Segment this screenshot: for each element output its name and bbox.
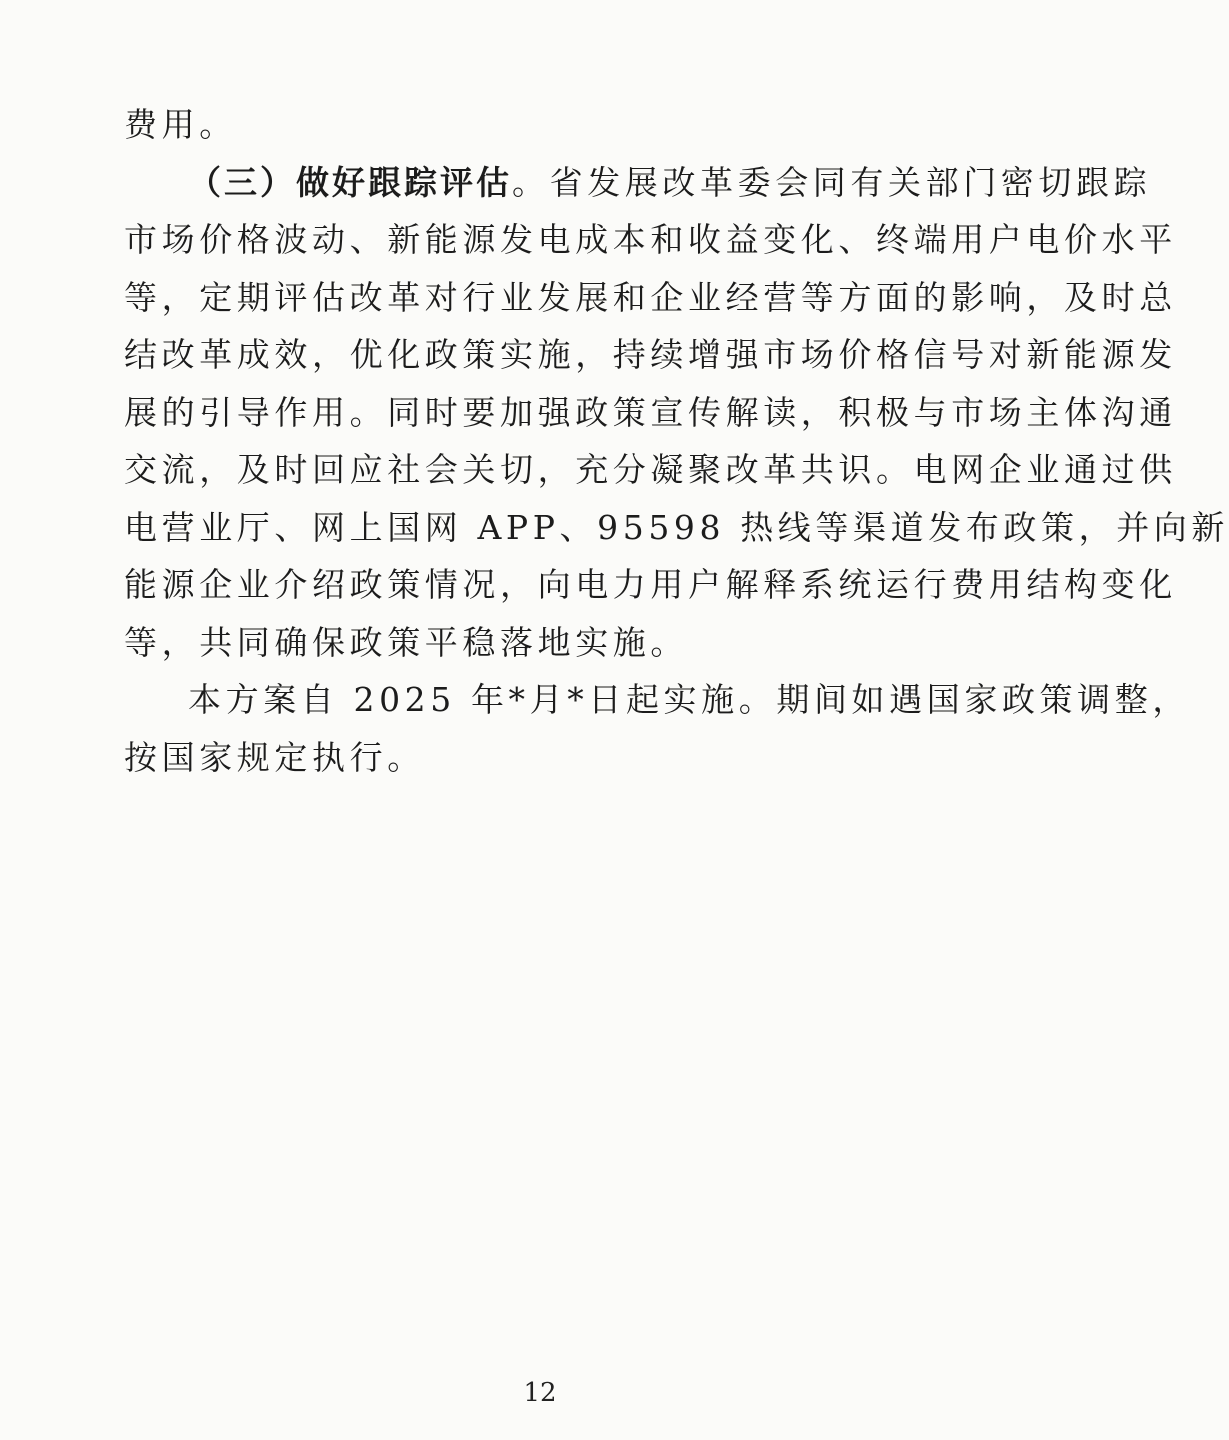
paragraph-continuation-line: 费用。 xyxy=(124,105,237,144)
paragraph-line: 交流，及时回应社会关切，充分凝聚改革共识。电网企业通过供 xyxy=(124,450,1177,489)
paragraph-line: 电营业厅、网上国网 APP、95598 热线等渠道发布政策，并向新 xyxy=(124,507,1229,547)
paragraph-line: 等，定期评估改革对行业发展和企业经营等方面的影响，及时总 xyxy=(124,277,1177,317)
implementation-paragraph-line: 按国家规定执行。 xyxy=(124,737,425,777)
paragraph-line: 市场价格波动、新能源发电成本和收益变化、终端用户电价水平 xyxy=(124,220,1177,259)
paragraph-line: 展的引导作用。同时要加强政策宣传解读，积极与市场主体沟通 xyxy=(124,392,1177,432)
body-text xyxy=(124,96,1229,786)
paragraph-line: 等，共同确保政策平稳落地实施。 xyxy=(124,622,688,662)
implementation-paragraph-line: 本方案自 2025 年*月*日起实施。期间如遇国家政策调整， xyxy=(188,680,1190,719)
section-first-line-text: 。省发展改革委会同有关部门密切跟踪 xyxy=(512,162,1152,202)
page-number: 12 xyxy=(523,1378,557,1408)
paragraph-line: 能源企业介绍政策情况，向电力用户解释系统运行费用结构变化 xyxy=(124,565,1177,604)
section-heading: （三）做好跟踪评估 xyxy=(188,162,512,202)
section-three-first-line xyxy=(124,154,1152,212)
paragraph-line: 结改革成效，优化政策实施，持续增强市场价格信号对新能源发 xyxy=(124,335,1177,374)
